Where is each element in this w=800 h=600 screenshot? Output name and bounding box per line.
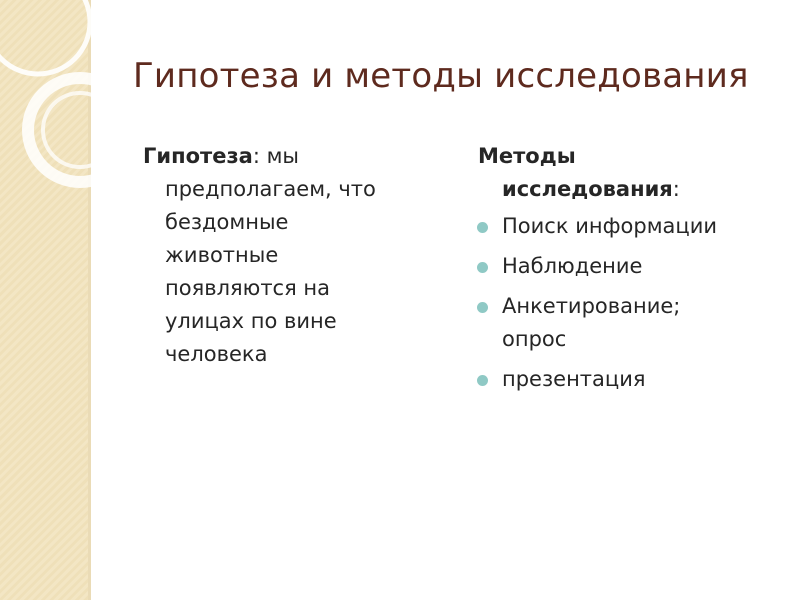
list-item bbox=[470, 363, 790, 396]
methods-heading-word: исследования bbox=[502, 177, 673, 201]
teal-circle-bullet-icon bbox=[477, 262, 488, 273]
ring-ornament-icon bbox=[0, 0, 140, 260]
list-item bbox=[470, 290, 790, 356]
teal-circle-bullet-icon bbox=[477, 222, 488, 233]
hypothesis-line: бездомные bbox=[165, 210, 289, 234]
hypothesis-first-line-rest: : мы bbox=[252, 144, 300, 168]
hypothesis-label: Гипотеза bbox=[143, 144, 253, 168]
list-item bbox=[470, 250, 790, 283]
list-item bbox=[470, 210, 790, 243]
hypothesis-first-line bbox=[143, 140, 443, 173]
methods-block bbox=[470, 140, 790, 403]
methods-heading-line2 bbox=[470, 173, 790, 206]
hypothesis-line: человека bbox=[165, 342, 268, 366]
methods-heading-line1: Методы bbox=[478, 144, 576, 168]
method-text: Анкетирование; bbox=[502, 294, 681, 318]
methods-heading-colon: : bbox=[672, 177, 680, 201]
methods-list bbox=[470, 210, 790, 396]
hypothesis-line: появляются на bbox=[165, 276, 331, 300]
hypothesis-line: улицах по вине bbox=[165, 309, 337, 333]
teal-circle-bullet-icon bbox=[477, 375, 488, 386]
page-title: Гипотеза и методы исследования bbox=[133, 56, 749, 96]
hypothesis-line: предполагаем, что bbox=[165, 177, 376, 201]
hypothesis-block bbox=[143, 140, 443, 371]
method-text: презентация bbox=[502, 367, 646, 391]
method-text: Поиск информации bbox=[502, 214, 718, 238]
method-text: Наблюдение bbox=[502, 254, 643, 278]
hypothesis-line: животные bbox=[165, 243, 279, 267]
method-text-continued: опрос bbox=[502, 327, 567, 351]
teal-circle-bullet-icon bbox=[477, 302, 488, 313]
